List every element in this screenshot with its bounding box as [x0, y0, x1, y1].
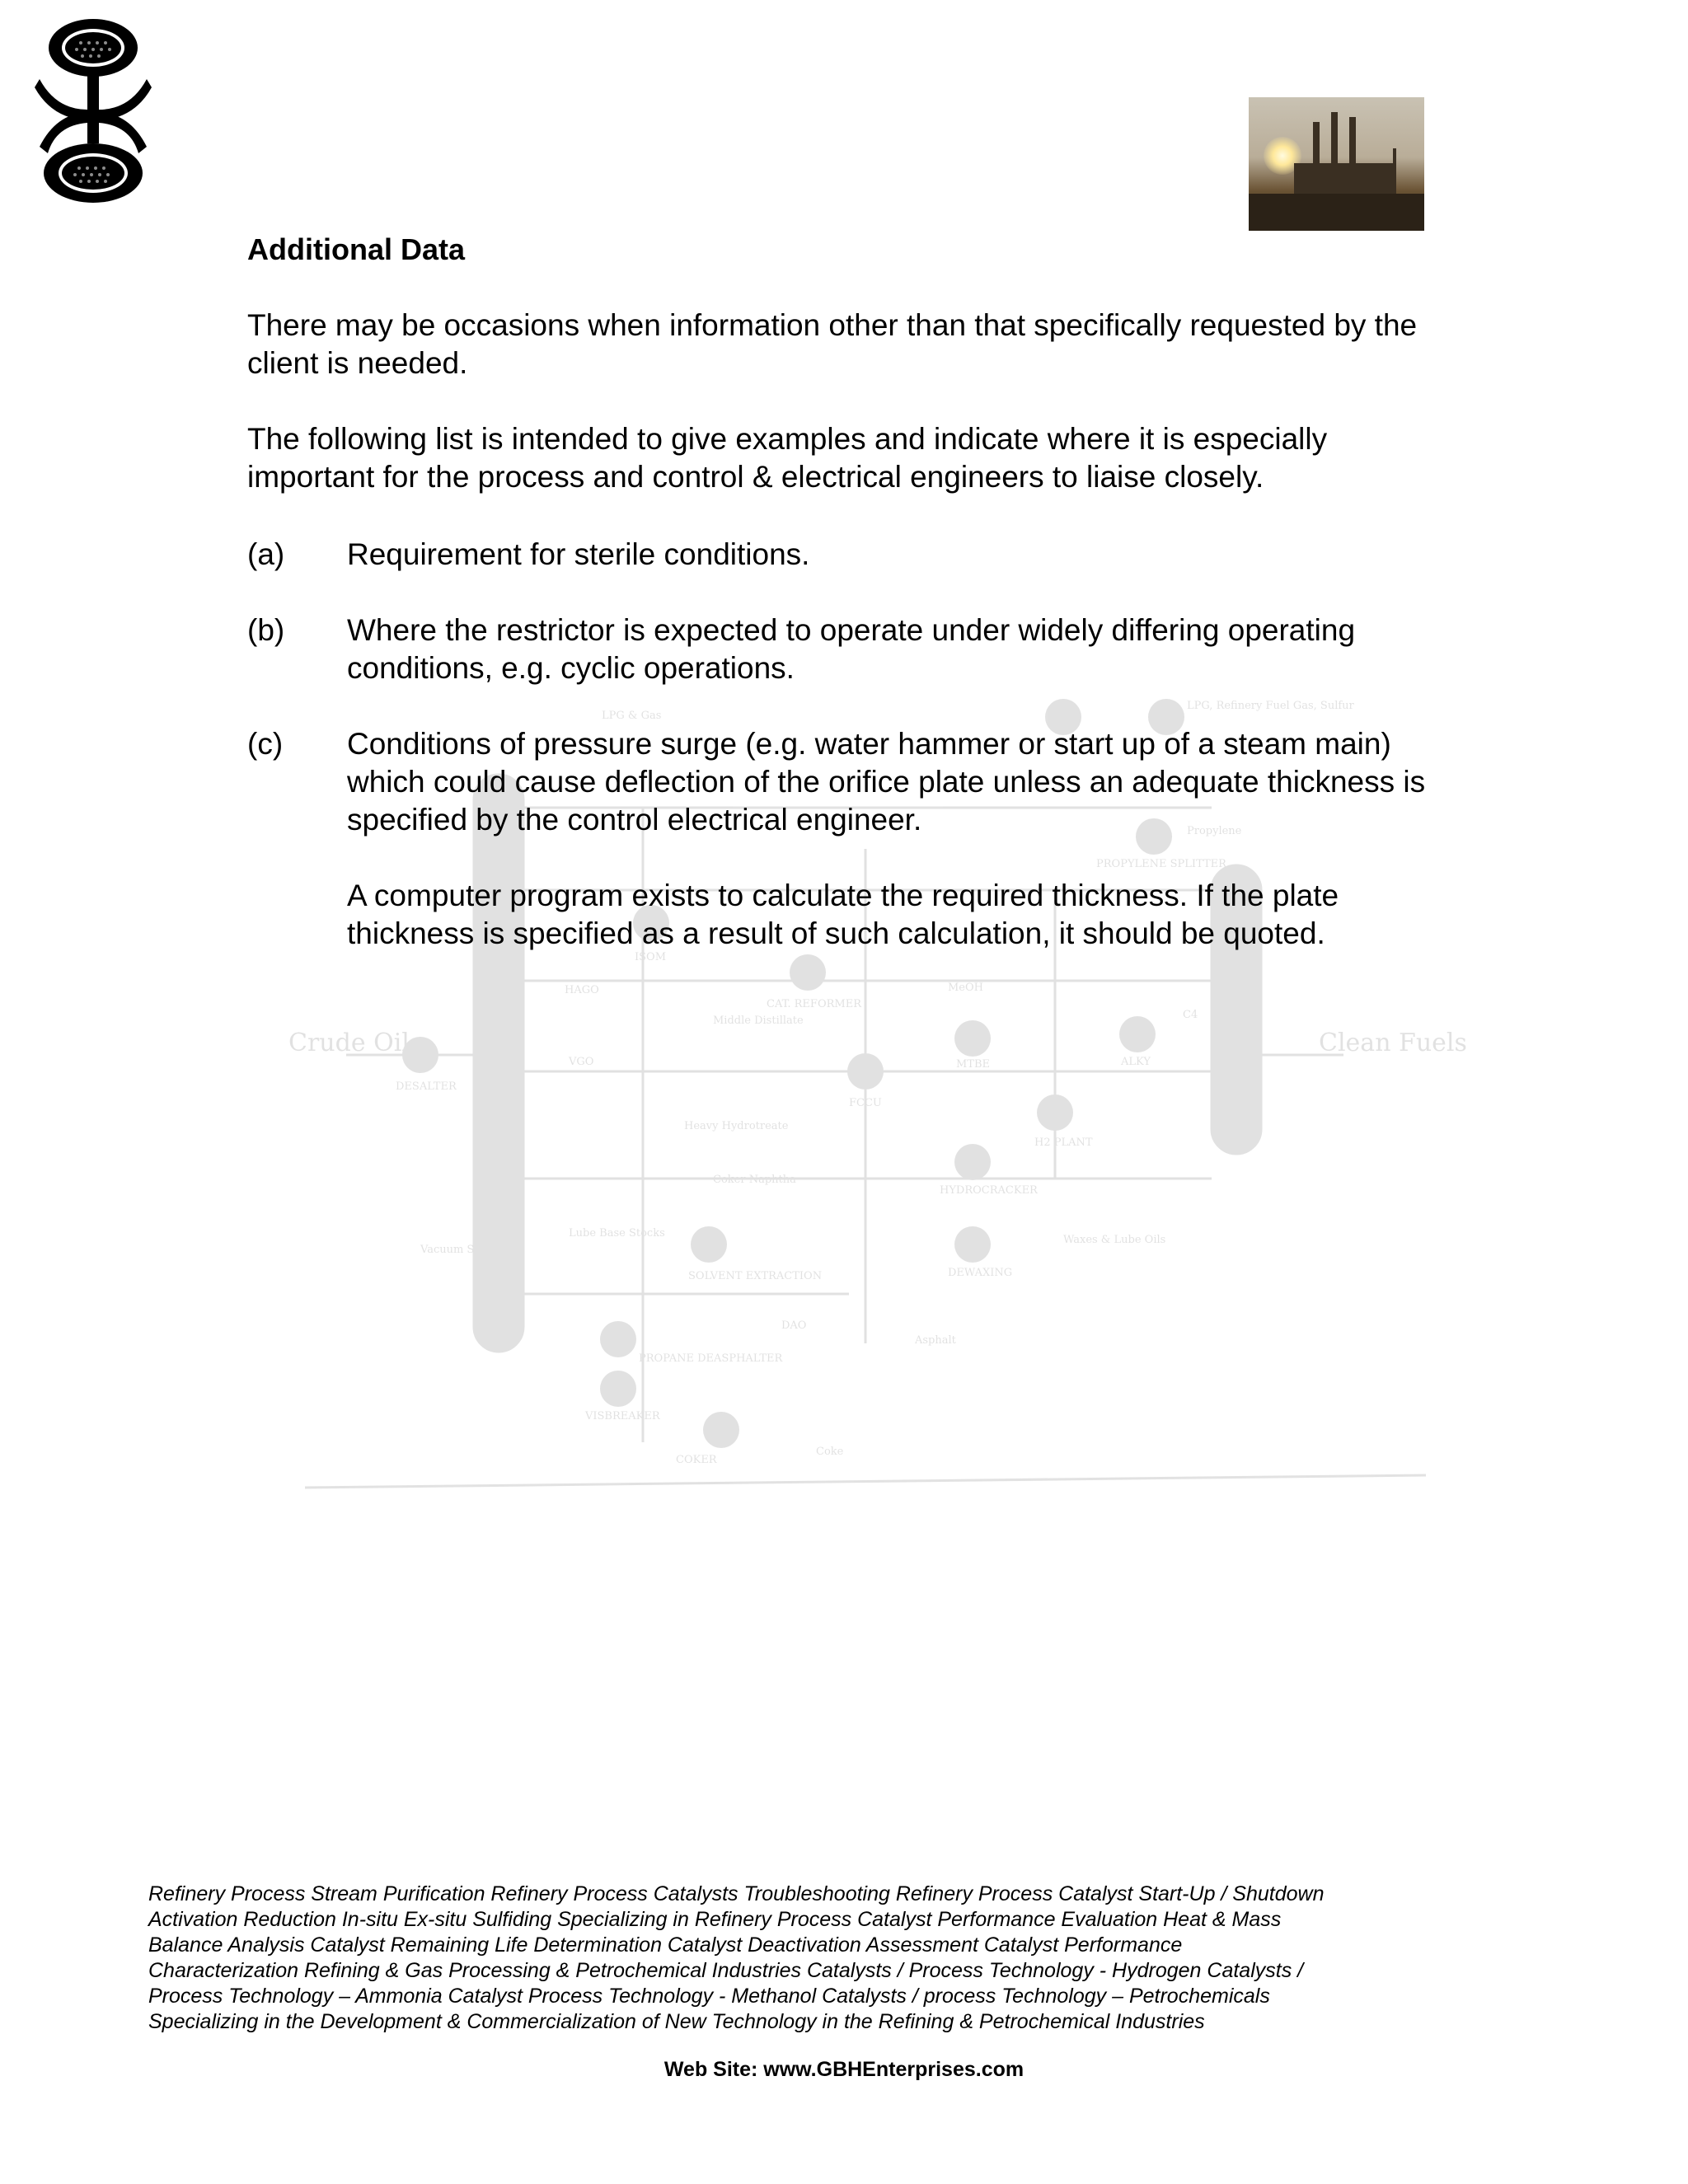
diagram-label: Coker Naphtha — [713, 1174, 796, 1186]
company-emblem-icon — [31, 15, 155, 204]
list-item-label: (b) — [247, 613, 285, 647]
diagram-label: PROPANE DEASPHALTER — [639, 1352, 783, 1365]
diagram-label: Vacuum Section — [420, 1244, 508, 1256]
diagram-label: PROPYLENE SPLITTER — [1096, 858, 1226, 870]
diagram-label: MeOH — [948, 982, 983, 994]
diagram-label: ALKY — [1121, 1056, 1151, 1068]
paragraph-list-intro: The following list is intended to give examples and indicate where it is especially important for the process and control & electrical engineers to liaise closely. — [247, 422, 1328, 494]
diagram-label: Middle Distillate — [713, 1015, 804, 1027]
section-heading: Additional Data — [247, 232, 466, 266]
footer-website: Web Site: www.GBHEnterprises.com — [663, 2058, 1025, 2081]
diagram-label: ISOM — [635, 951, 667, 963]
list-item-text: Requirement for sterile conditions. — [347, 537, 810, 571]
list-item-text: Conditions of pressure surge (e.g. water hammer or start up of a steam main) which could cause deflection of the orifice plate unless an adequate thickness is specified by the control electrical engineer. — [347, 727, 1426, 837]
diagram-label: Asphalt — [915, 1334, 956, 1347]
diagram-label: FCCU — [849, 1097, 882, 1109]
diagram-label: HAGO — [565, 984, 599, 996]
list-item-text: Where the restrictor is expected to operate under widely differing operating conditions, e.g. cyclic operations. — [347, 613, 1356, 685]
diagram-label: DAO — [781, 1319, 807, 1332]
diagram-label: VGO — [569, 1056, 594, 1068]
diagram-label: Waxes & Lube Oils — [1063, 1234, 1166, 1246]
diagram-label: LPG, Refinery Fuel Gas, Sulfur — [1187, 700, 1354, 712]
list-item-label: (a) — [247, 537, 285, 571]
refinery-sunset-photo — [1249, 97, 1424, 231]
diagram-label: Heavy Hydrotreate — [684, 1120, 789, 1132]
diagram-label: H2 PLANT — [1034, 1137, 1093, 1149]
list-item-label: (c) — [247, 727, 284, 761]
diagram-label: DEWAXING — [948, 1267, 1013, 1279]
footer-services-text: Refinery Process Stream Purification Refinery Process Catalysts Troubleshooting Refinery Process Catalyst Start-Up / Shutdown Activation Reduction In-situ Ex-situ Sulfiding Specializing in Refinery Process Catalyst Performance Evaluation Heat & Mass Balance Analysis Catalyst Remaining Life Determination Catalyst Deactivation Assessment Catalyst Performance Characterization Refining & Gas Processing & Petrochemical Industries Catalysts / Process Technology - Hydrogen Catalysts / Process Technology – Ammonia Catalyst Process Technology - Methanol Catalysts / process Technology – Petrochemicals Specializing in the Development & Commercialization of New Technology in the Refining & Petrochemical Industries — [148, 1882, 1325, 2033]
diagram-label: Clean Fuels — [1319, 1029, 1467, 1057]
diagram-label: LPG & Gas — [602, 710, 662, 722]
diagram-label: MTBE — [956, 1058, 991, 1071]
diagram-label: VISBREAKER — [585, 1410, 660, 1422]
diagram-label: C4 — [1183, 1009, 1198, 1021]
diagram-label: SOLVENT EXTRACTION — [688, 1270, 823, 1282]
list-item-continuation: A computer program exists to calculate the required thickness. If the plate thickness is specified as a result of such calculation, it should be quoted. — [347, 879, 1339, 950]
diagram-label: CAT. REFORMER — [767, 998, 861, 1010]
diagram-label: Lube Base Stocks — [569, 1227, 665, 1240]
paragraph-intro: There may be occasions when information other than that specifically requested by the client is needed. — [247, 308, 1418, 380]
diagram-label: Crude Oil — [288, 1029, 410, 1057]
diagram-label: Coke — [816, 1446, 844, 1458]
diagram-label: HYDROCRACKER — [940, 1184, 1038, 1197]
diagram-label: Propylene — [1187, 825, 1242, 837]
diagram-label: DESALTER — [396, 1080, 457, 1093]
diagram-label: COKER — [676, 1454, 717, 1466]
